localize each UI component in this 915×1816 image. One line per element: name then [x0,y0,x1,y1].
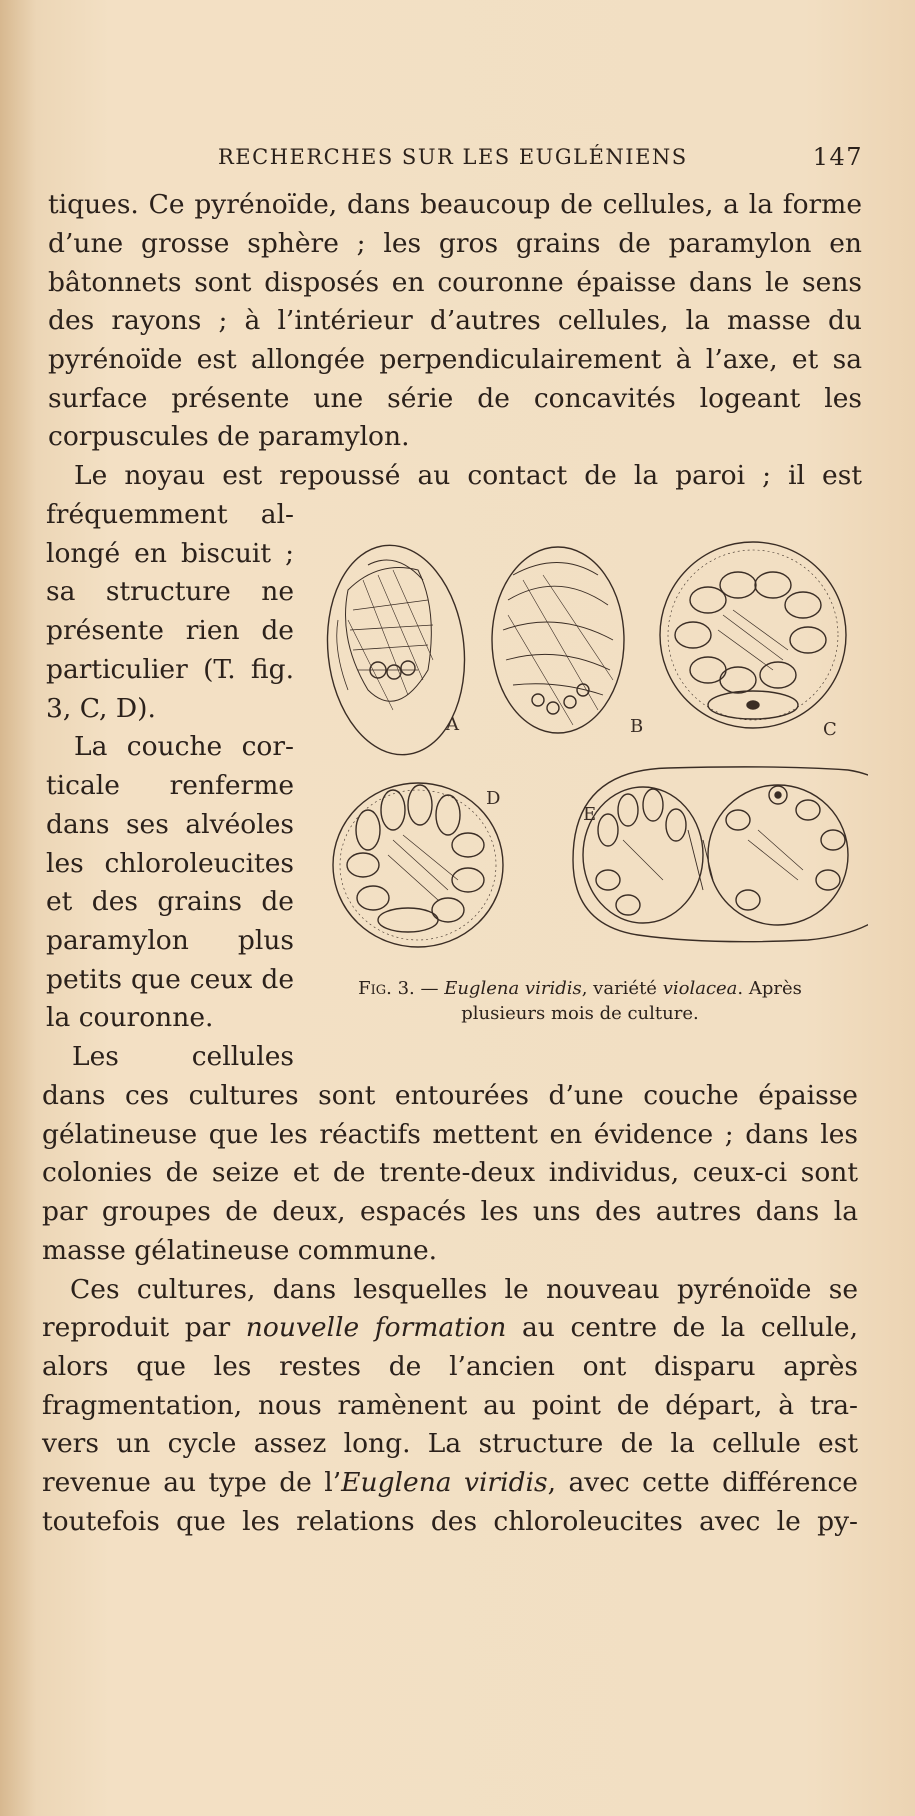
page-number: 147 [812,143,863,171]
caption-line-2: plusieurs mois de culture. [461,1003,699,1024]
label-b: B [630,716,644,737]
text-line: particulier (T. fig. [46,654,294,685]
text-line: la couronne. [46,1002,214,1033]
figure-caption [310,976,850,1026]
cell-c-drawing [660,542,846,728]
cell-b-drawing [492,547,624,733]
figure-euglena-cells [308,520,868,960]
text-line: colonies de seize et de trente-deux individus, ceux-ci sont [42,1157,858,1188]
text-line: et des grains de [46,886,294,917]
text-line: longé en biscuit ; [46,538,294,569]
text-line: ticale renferme [46,770,294,801]
text-line: alors que les restes de l’ancien ont disparu après [42,1351,858,1382]
caption-line-1: Fig. 3. — Euglena viridis, variété violacea. Après [358,978,802,999]
text-line: fréquemment al- [46,499,294,530]
text-line: par groupes de deux, espacés les uns des autres dans la [42,1196,858,1227]
text-line: les chloroleucites [46,848,294,879]
text-line-italic: reproduit par nouvelle formation au centre de la cellule, [42,1312,858,1343]
running-head [48,143,863,173]
text-line: présente rien de [46,615,294,646]
cell-d-drawing [333,783,503,947]
text-line: 3, C, D). [46,693,156,724]
text-line: petits que ceux de [46,964,294,995]
label-c: C [823,719,837,740]
text-line: vers un cycle assez long. La structure de la cellule est [42,1428,858,1459]
text-line: corpuscules de paramylon. [48,421,410,452]
text-line: tiques. Ce pyrénoïde, dans beaucoup de cellules, a la forme [48,189,862,220]
text-line: La couche cor- [74,731,294,762]
text-line: des rayons ; à l’intérieur d’autres cellules, la masse du [48,305,862,336]
text-line: Les cellules [72,1041,294,1072]
text-line: surface présente une série de concavités logeant les [48,383,862,414]
text-line: gélatineuse que les réactifs mettent en évidence ; dans les [42,1119,858,1150]
cell-e-drawing [573,767,868,942]
text-line: pyrénoïde est allongée perpendiculairement à l’axe, et sa [48,344,862,375]
text-line: dans ces cultures sont entourées d’une couche épaisse [42,1080,858,1111]
text-line: d’une grosse sphère ; les gros grains de paramylon en [48,228,862,259]
text-line: paramylon plus [46,925,294,956]
text-line-italic: revenue au type de l’Euglena viridis, avec cette différence [42,1467,858,1498]
label-d: D [486,788,501,809]
text-line: bâtonnets sont disposés en couronne épaisse dans le sens [48,267,862,298]
label-a: A [446,714,459,735]
label-e: E [583,804,597,825]
text-line: sa structure ne [46,576,294,607]
text-line: dans ses alvéoles [46,809,294,840]
text-line: Ces cultures, dans lesquelles le nouveau pyrénoïde se [70,1274,858,1305]
text-line: masse gélatineuse commune. [42,1235,438,1266]
text-line: fragmentation, nous ramènent au point de départ, à tra- [42,1390,858,1421]
text-line: toutefois que les relations des chloroleucites avec le py- [42,1506,858,1537]
text-line: Le noyau est repoussé au contact de la paroi ; il est [74,460,862,491]
running-title: RECHERCHES SUR LES EUGLÉNIENS [218,145,688,169]
